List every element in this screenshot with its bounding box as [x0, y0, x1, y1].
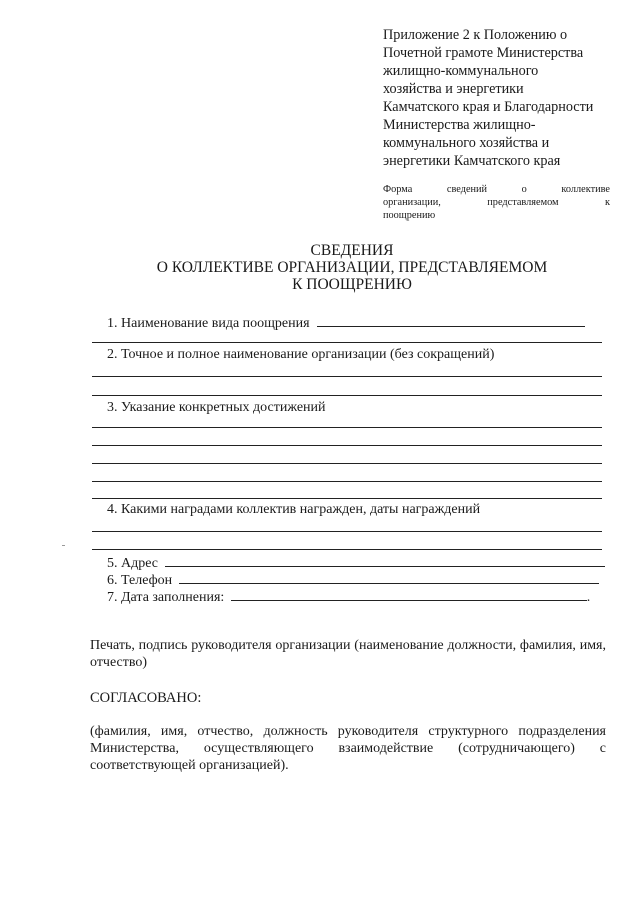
field-organization-name: [107, 347, 494, 363]
award-type-blank[interactable]: [317, 313, 585, 327]
appendix-block: [383, 26, 615, 170]
title-line: СВЕДЕНИЯ: [310, 242, 394, 259]
field-achievements: [107, 400, 326, 416]
phone-blank[interactable]: [179, 570, 599, 584]
award-type-blank-line[interactable]: [92, 342, 602, 343]
field-award-type: [107, 313, 585, 332]
field-awards: [107, 502, 480, 518]
title-line: К ПООЩРЕНИЮ: [292, 276, 412, 293]
field-fill-date: [107, 587, 590, 606]
achievements-blank[interactable]: [92, 445, 602, 446]
address-blank[interactable]: [165, 553, 605, 567]
appendix-line: Камчатского края и Благодарности: [383, 99, 594, 115]
scan-mark: [62, 545, 65, 546]
field-end-period: .: [586, 590, 591, 605]
appendix-line: жилищно-коммунального: [383, 63, 539, 79]
approval-block: [90, 723, 606, 774]
achievements-blank[interactable]: [92, 498, 602, 499]
form-note-line: Форма сведений о коллективе: [383, 184, 610, 195]
signature-paragraph: Печать, подпись руководителя организации (наименование должности, фамилия, имя, отчество): [90, 638, 606, 670]
field-label: 7. Дата заполнения:: [107, 590, 225, 605]
form-note-line: организации, представляемом к: [383, 197, 610, 208]
field-label: 2. Точное и полное наименование организации (без сокращений): [107, 347, 495, 362]
appendix-line: Почетной грамоте Министерства: [383, 45, 584, 61]
field-label: 6. Телефон: [107, 573, 173, 588]
fill-date-blank[interactable]: [231, 587, 587, 601]
field-label: 5. Адрес: [107, 556, 159, 571]
title-line: О КОЛЛЕКТИВЕ ОРГАНИЗАЦИИ, ПРЕДСТАВЛЯЕМОМ: [156, 259, 548, 276]
appendix-line: хозяйства и энергетики: [383, 81, 524, 97]
approval-paragraph: (фамилия, имя, отчество, должность руководителя структурного подразделения Министерства, осуществляющего взаимодействие (сотрудничающего) с соответствующей организацией).: [90, 724, 606, 773]
form-note: [383, 183, 610, 222]
achievements-blank[interactable]: [92, 427, 602, 428]
approval-heading: СОГЛАСОВАНО:: [90, 690, 202, 706]
document-title: [90, 242, 614, 293]
field-label: 4. Какими наградами коллектив награжден, даты награждений: [107, 502, 481, 517]
appendix-line: энергетики Камчатского края: [383, 153, 561, 169]
achievements-blank[interactable]: [92, 481, 602, 482]
field-label: 3. Указание конкретных достижений: [107, 400, 326, 415]
field-label: 1. Наименование вида поощрения: [107, 316, 310, 331]
appendix-line: Приложение 2 к Положению о: [383, 27, 568, 43]
organization-name-blank[interactable]: [92, 395, 602, 396]
appendix-line: коммунального хозяйства и: [383, 135, 550, 151]
signature-text: [90, 637, 606, 671]
achievements-blank[interactable]: [92, 463, 602, 464]
awards-blank[interactable]: [92, 549, 602, 550]
form-note-line: поощрению: [383, 210, 436, 221]
organization-name-blank[interactable]: [92, 376, 602, 377]
appendix-line: Министерства жилищно-: [383, 117, 536, 133]
awards-blank[interactable]: [92, 531, 602, 532]
